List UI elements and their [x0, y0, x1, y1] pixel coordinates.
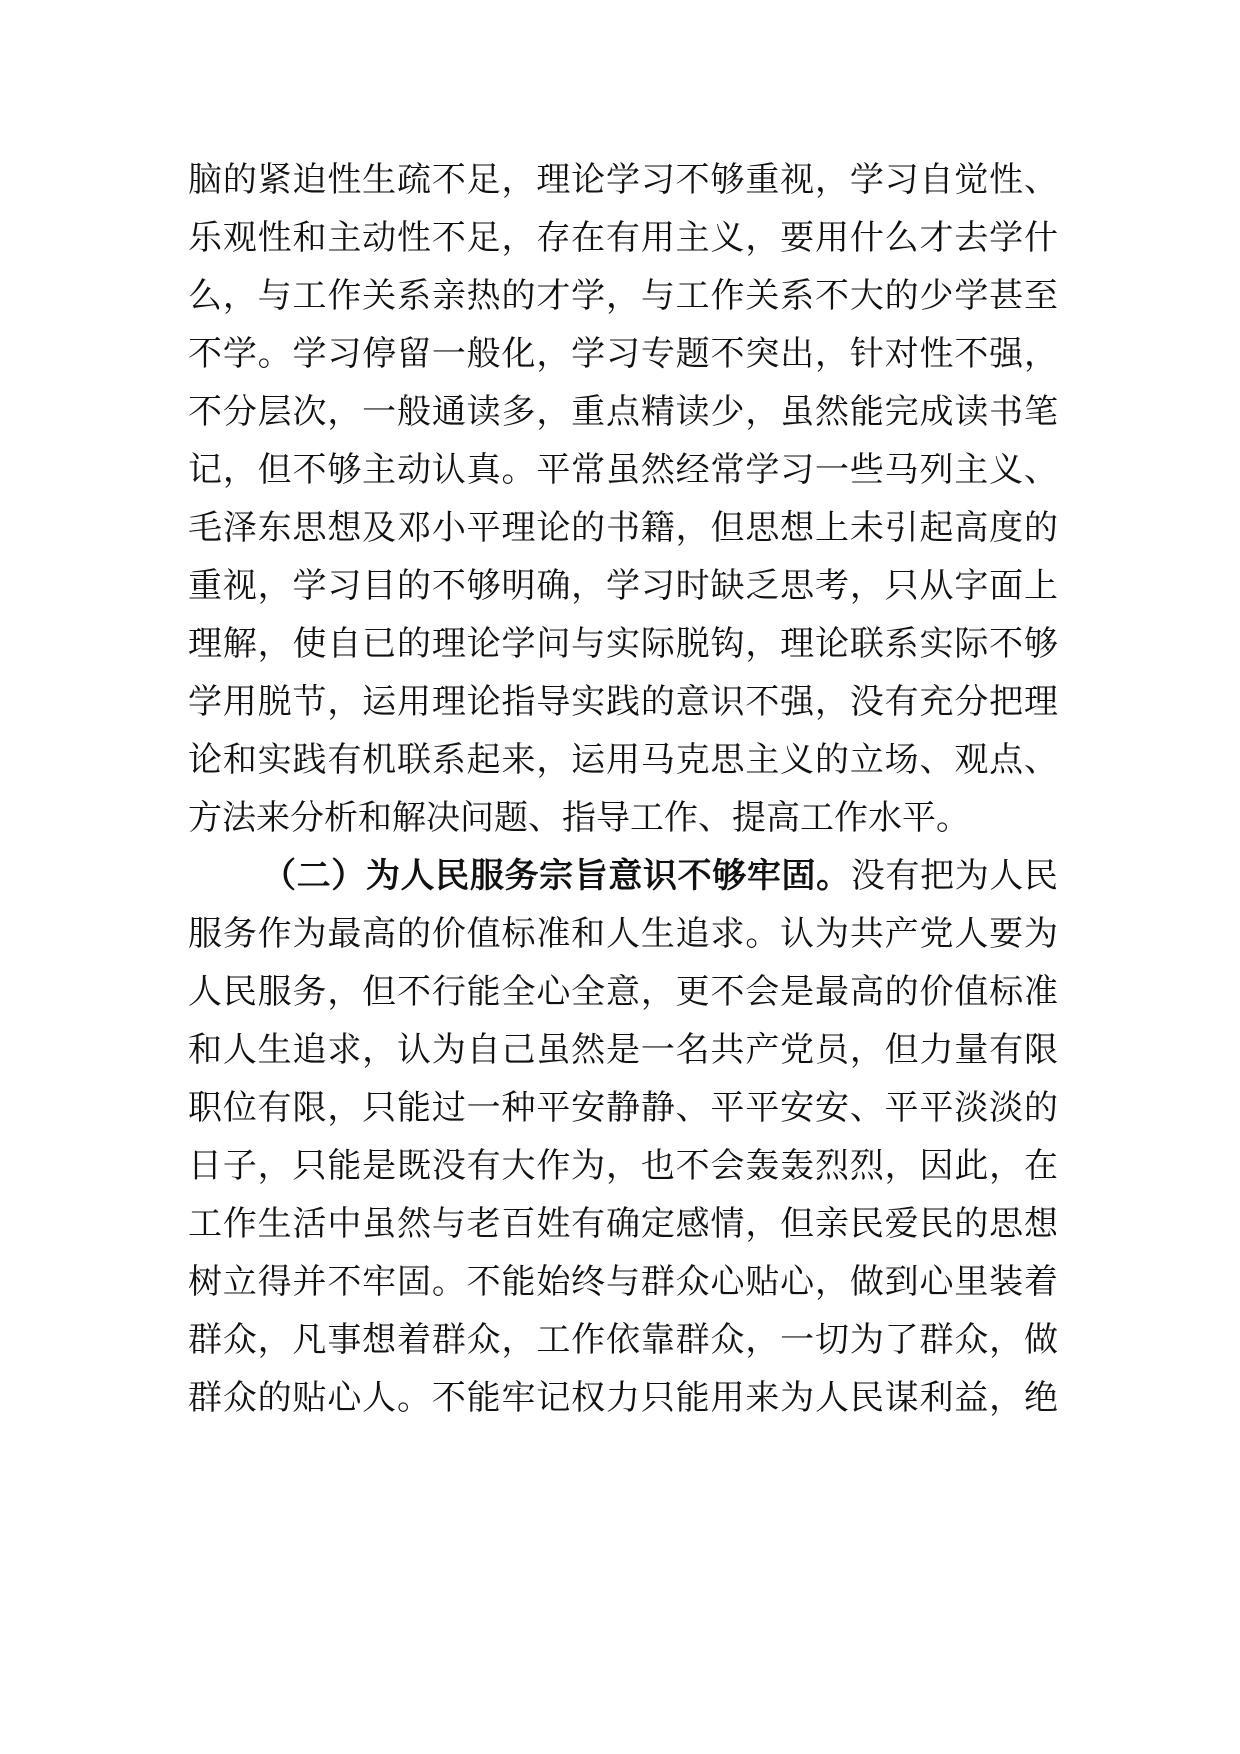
paragraph-1-line: 理解，使自已的理论学问与实际脱钩，理论联系实际不够 — [188, 624, 1058, 664]
paragraph-2-first-line — [262, 846, 1058, 906]
section-heading: （二）为人民服务宗旨意识不够牢固。 — [262, 856, 851, 896]
paragraph-2-line: 树立得并不牢固。不能始终与群众心贴心，做到心里装着 — [188, 1262, 1058, 1302]
paragraph-2-line: 和人生追求，认为自己虽然是一名共产党员，但力量有限 — [188, 1030, 1058, 1070]
paragraph-1-line: 论和实践有机联系起来，运用马克思主义的立场、观点、 — [188, 740, 1058, 780]
paragraph-2-line: 群众，凡事想着群众，工作依靠群众，一切为了群众，做 — [188, 1320, 1058, 1360]
paragraph-2-line: 服务作为最高的价值标准和人生追求。认为共产党人要为 — [188, 914, 1058, 954]
paragraph-1-line: 毛泽东思想及邓小平理论的书籍，但思想上未引起高度的 — [188, 508, 1058, 548]
paragraph-2-line: 人民服务，但不行能全心全意，更不会是最高的价值标准 — [188, 972, 1058, 1012]
paragraph-2-line: 日子，只能是既没有大作为，也不会轰轰烈烈，因此，在 — [188, 1146, 1058, 1186]
paragraph-1-line: 乐观性和主动性不足，存在有用主义，要用什么才去学什 — [188, 218, 1058, 258]
paragraph-2-first-line-text: 没有把为人民 — [850, 856, 1059, 896]
paragraph-1-line: 么，与工作关系亲热的才学，与工作关系不大的少学甚至 — [188, 276, 1058, 316]
paragraph-1-line: 记，但不够主动认真。平常虽然经常学习一些马列主义、 — [188, 450, 1058, 490]
paragraph-2-line: 职位有限，只能过一种平安静静、平平安安、平平淡淡的 — [188, 1088, 1058, 1128]
paragraph-1-line: 脑的紧迫性生疏不足，理论学习不够重视，学习自觉性、 — [188, 160, 1058, 200]
paragraph-2-line: 群众的贴心人。不能牢记权力只能用来为人民谋利益，绝 — [188, 1378, 1058, 1418]
paragraph-2-line: 工作生活中虽然与老百姓有确定感情，但亲民爱民的思想 — [188, 1204, 1058, 1244]
paragraph-1-line: 学用脱节，运用理论指导实践的意识不强，没有充分把理 — [188, 682, 1058, 722]
paragraph-1-line: 方法来分析和解决问题、指导工作、提高工作水平。 — [188, 798, 970, 838]
paragraph-1-line: 重视，学习目的不够明确，学习时缺乏思考，只从字面上 — [188, 566, 1058, 606]
paragraph-1-line: 不分层次，一般通读多，重点精读少，虽然能完成读书笔 — [188, 392, 1058, 432]
paragraph-1-line: 不学。学习停留一般化，学习专题不突出，针对性不强， — [188, 334, 1058, 374]
